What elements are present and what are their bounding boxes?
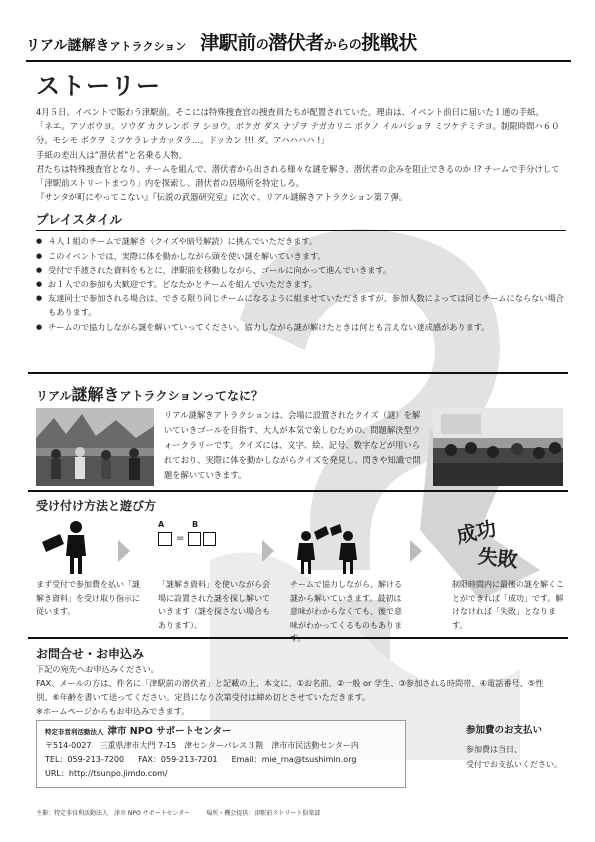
section-divider [28,372,568,374]
step-arrow-icon [118,540,130,562]
story-title: ストーリー [36,72,161,100]
receive-materials-icon [40,520,100,576]
story-body [36,105,566,204]
event-photo-outdoor [36,408,154,486]
list-item: ● チームので協力しながら謎を解いていってください。協力しながら謎が解けたときは何とも言えない達成感があります。 [36,320,566,334]
story-paragraph: 手紙の差出人は”潜伏者”と名乗る人物。 [36,149,188,160]
payment-title: 参加費のお支払い [466,725,543,736]
about-title-part-1: リアル [36,389,72,403]
organizer-title: 津市 NPO サポートセンター [107,726,232,737]
step-arrow-icon [262,540,274,562]
organizer-type: 特定非営利活動法人 [45,728,104,736]
contact-title: お問合せ・お申込み [36,647,145,661]
playstyle-list [36,234,566,333]
step-4-text: 制限時間内に最後の謎を解くことができれば「成功」です。解けなければ「失敗」となります。 [452,580,564,630]
footer-host: 主催：特定非営利活動法人 津市 NPO サポートセンター [36,810,191,817]
label-b: B [192,520,199,529]
failure-text: 失敗 [476,543,519,573]
header-brand [26,35,186,55]
success-text: 成功 [454,516,499,548]
story-paragraph: 4月５日。イベントで賑わう津駅前。そこには特殊捜査官の捜査員たちが配置されていた。理由は、イベント前日に届いた１通の手紙。 [36,107,544,117]
title-part-1: 津駅前 [200,32,256,54]
story-paragraph: 君たちは特殊捜査官となり、チームを組んで、潜伏者から出される様々な謎を解き、潜伏者の企みを阻止できるのか !? チームで手分けして「津駅前ストリートまつり」内を探索し、潜伏者の居場所を特定しろ。 [36,163,560,189]
title-part-2: の [255,38,269,53]
brand-suffix: アトラクション [109,40,187,53]
payment-line: 受付でお支払いください。 [466,760,562,769]
story-paragraph: 「ネエ。アソボウヨ。ソウダ カクレンボ ヲ シヨウ。ボクガ ダス ナゾヲ テガカリニ ボクノ イルバショヲ ミツケテミテヨ。制限時間ハ６０分。モシモ ボクヲ ミツケラレナカッタラ…。ドッカン !!! ダ。アハハハハ !」 [36,121,560,146]
fax-number: FAX：059-213-7201 [138,755,218,764]
title-part-4: からの [323,38,362,53]
result-badge [452,512,532,572]
step-3-text: チームで協力しながら、解ける謎から解いていきます。最初は意味がわからなくても、後で意味がわかってくるものもあります。 [290,580,402,643]
about-title-part-3: アトラクションってなに？ [119,389,263,403]
playstyle-title: プレイスタイル [36,210,566,231]
puzzle-box [188,532,201,546]
payment-info [466,722,586,772]
title-part-5: 挑戦状 [361,32,417,54]
header-title [200,28,417,55]
phone-number: TEL：059-213-7200 [45,755,125,764]
footer [36,808,336,817]
email-address[interactable]: Email：mie_rna@tsushimin.org [231,755,357,764]
main-content [36,66,566,334]
contact-line: FAX、メールの方は、件名に「津駅前の潜伏者」と記載の上、本文に、①お名前、②一般 or 学生、③参加される時間帯、④電話番号、⑤性別、⑥年齢を書いて送ってください。定員になり次第受付は締め切とさせていただきます。 [36,678,544,702]
puzzle-box [158,532,172,546]
step-arrow-icon [410,540,422,562]
about-title [36,382,263,405]
step-1-text: まず受付で参加費を払い「謎解き資料」を受け取り指示に従います。 [36,580,140,616]
contact-line: 下記の宛先へお申込みください。 [36,664,159,674]
story-paragraph: 『サンタが町にやってこない』『伝説の武器研究室』に次ぐ、リアル謎解きアトラクション第７弾。 [36,192,408,203]
contact-line: ※ホームページからもお申込みできます。 [36,706,190,716]
list-item: ● このイベントでは、実際に体を動かしながら頭を使い謎を解いていきます。 [36,249,566,263]
puzzle-box [203,532,216,546]
about-title-part-2: 謎解き [71,385,120,404]
organizer-info [36,720,406,788]
section-divider [28,490,568,492]
about-text: リアル謎解きアトラクションは、会場に設置されたクイズ（謎）を解いていきゴールを目指す、大人が本気で楽しむための、問題解決型ウォークラリーです。クイズには、文字、絵、記号、数字などが用いられており、実際に体を動かしながらクイズを発見し、閃きや知識で問題を解いていきます。 [164,410,421,480]
list-item: ● お１人での参加も大歓迎です。どなたかとチームを組んでいただきます。 [36,277,566,291]
step-2-text: 「謎解き資料」を使いながら会場に設置された謎を探し解いていきます（謎を探さない場合もあります）。 [158,580,270,630]
website-url[interactable]: URL：http://tsunpo.jimdo.com/ [45,769,168,778]
list-item: ● 受付で手渡された資料をもとに、津駅前を移動しながら、ゴールに向かって進んでいきます。 [36,263,566,277]
team-players-icon [294,520,364,576]
organizer-name [45,725,397,739]
list-item: ● 友達同士で参加される場合は、できる限り同じチームになるように組ませていただきますが、参加人数によっては同じチームにならない場合もあります。 [36,291,566,319]
steps-title: 受け付け方法と遊び方 [36,499,157,513]
organizer-address: 〒514-0027 三重県津市大門 7-15 津センターパレス３階 津市市民活動センター内 [45,741,359,750]
header [26,20,571,62]
footer-venue: 場所・機会提供：津駅前ストリート倶楽部 [206,810,321,817]
title-part-3: 潜伏者 [268,32,324,54]
organizer-contacts [45,753,397,767]
contact-body [36,662,556,718]
list-item: ● ４人１組のチームで謎解き（クイズや暗号解読）に挑んでいただきます。 [36,234,566,248]
payment-line: 参加費は当日、 [466,745,522,754]
event-photo-indoor [433,408,563,486]
label-a: A [158,520,165,529]
equals-sign: = [176,533,185,544]
puzzle-example [158,520,218,576]
brand-prefix: リアル謎解き [26,38,110,54]
